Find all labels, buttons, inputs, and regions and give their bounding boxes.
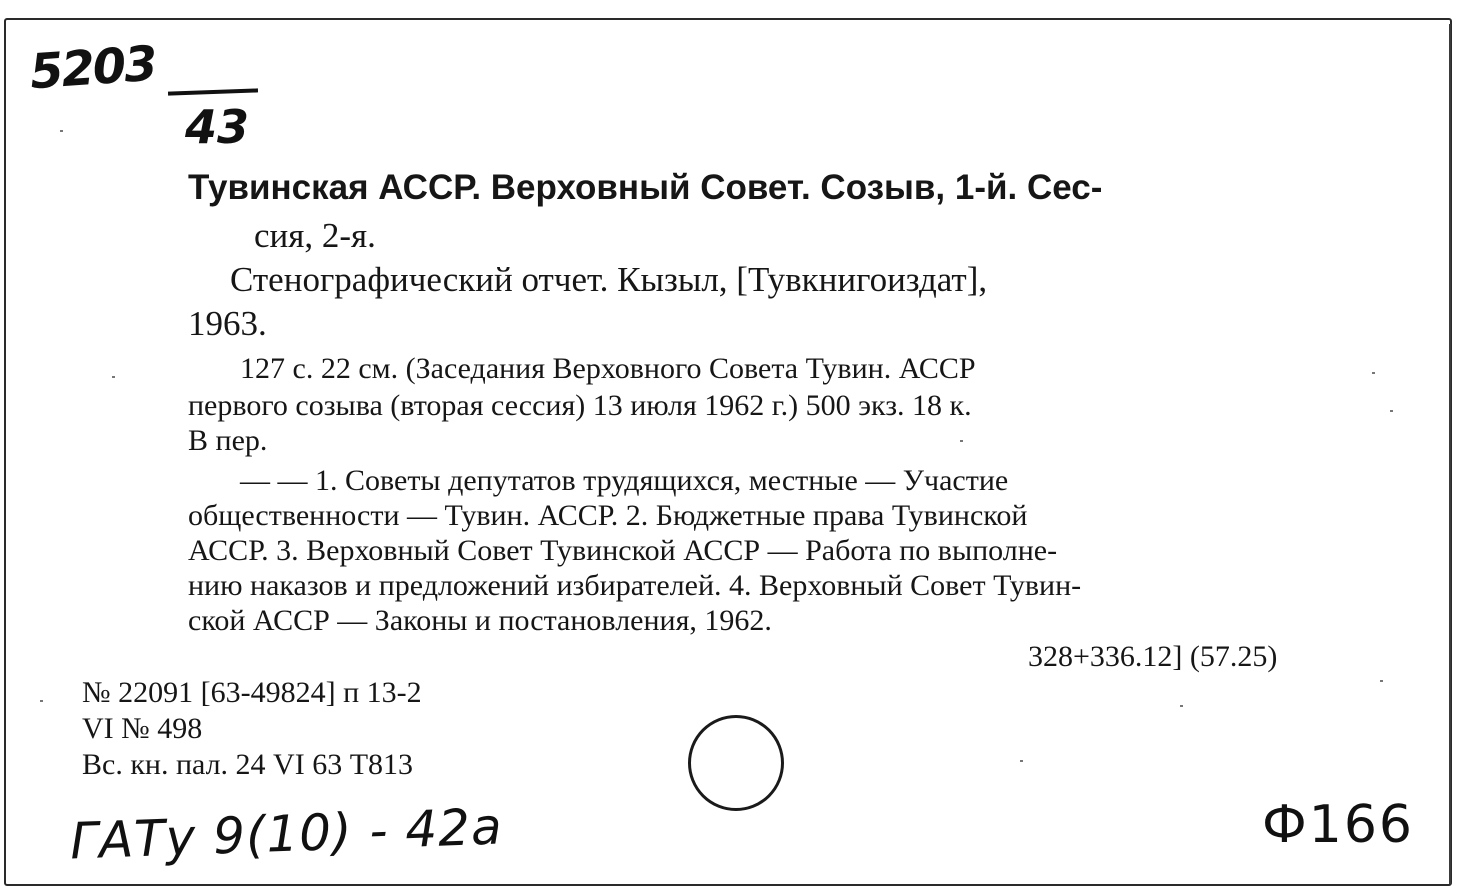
scan-speck bbox=[40, 700, 43, 702]
heading-line-1: Тувинская АССР. Верховный Совет. Созыв, 1-й. Сес- bbox=[188, 168, 1103, 207]
classification-index: 328+336.12] (57.25) bbox=[1028, 640, 1278, 673]
scan-speck bbox=[1180, 705, 1183, 707]
description-line-1: 127 с. 22 см. (Заседания Верховного Совета Тувин. АССР bbox=[240, 352, 976, 385]
scan-speck bbox=[60, 130, 63, 132]
imprint-line-1: Стенографический отчет. Кызыл, [Тувкнигоиздат], bbox=[230, 260, 988, 299]
scan-speck bbox=[960, 440, 963, 442]
imprint-line-2: 1963. bbox=[188, 304, 267, 343]
archive-code: ГАТу 9(10) - 42а bbox=[69, 797, 504, 871]
subjects-line-5: ской АССР — Законы и постановления, 1962. bbox=[188, 604, 772, 637]
description-line-2: первого созыва (вторая сессия) 13 июля 1962 г.) 500 экз. 18 к. bbox=[188, 389, 972, 422]
subjects-line-3: АССР. 3. Верховный Совет Тувинской АССР — Работа по выполне- bbox=[188, 534, 1058, 567]
shelfmark-denominator: 43 bbox=[185, 100, 250, 154]
corner-handwritten-mark: Ф166 bbox=[1262, 795, 1415, 855]
stamp-circle bbox=[688, 715, 784, 811]
scan-speck bbox=[1380, 680, 1383, 682]
heading-line-2: сия, 2-я. bbox=[254, 216, 376, 255]
registry-line-3: Вс. кн. пал. 24 VI 63 Т813 bbox=[82, 748, 414, 781]
scan-speck bbox=[1372, 372, 1375, 374]
description-line-3: В пер. bbox=[188, 424, 268, 457]
scan-speck bbox=[112, 376, 115, 378]
registry-line-1: № 22091 [63-49824] п 13-2 bbox=[82, 676, 422, 709]
scan-speck bbox=[1020, 760, 1023, 762]
subjects-line-1: — — 1. Советы депутатов трудящихся, местные — Участие bbox=[240, 464, 1009, 497]
subjects-line-4: нию наказов и предложений избирателей. 4. Верховный Совет Тувин- bbox=[188, 569, 1082, 602]
shelfmark-number: 5203 bbox=[28, 35, 158, 101]
subjects-line-2: общественности — Тувин. АССР. 2. Бюджетные права Тувинской bbox=[188, 499, 1028, 532]
registry-line-2: VI № 498 bbox=[82, 712, 203, 745]
scan-speck bbox=[1390, 410, 1393, 412]
